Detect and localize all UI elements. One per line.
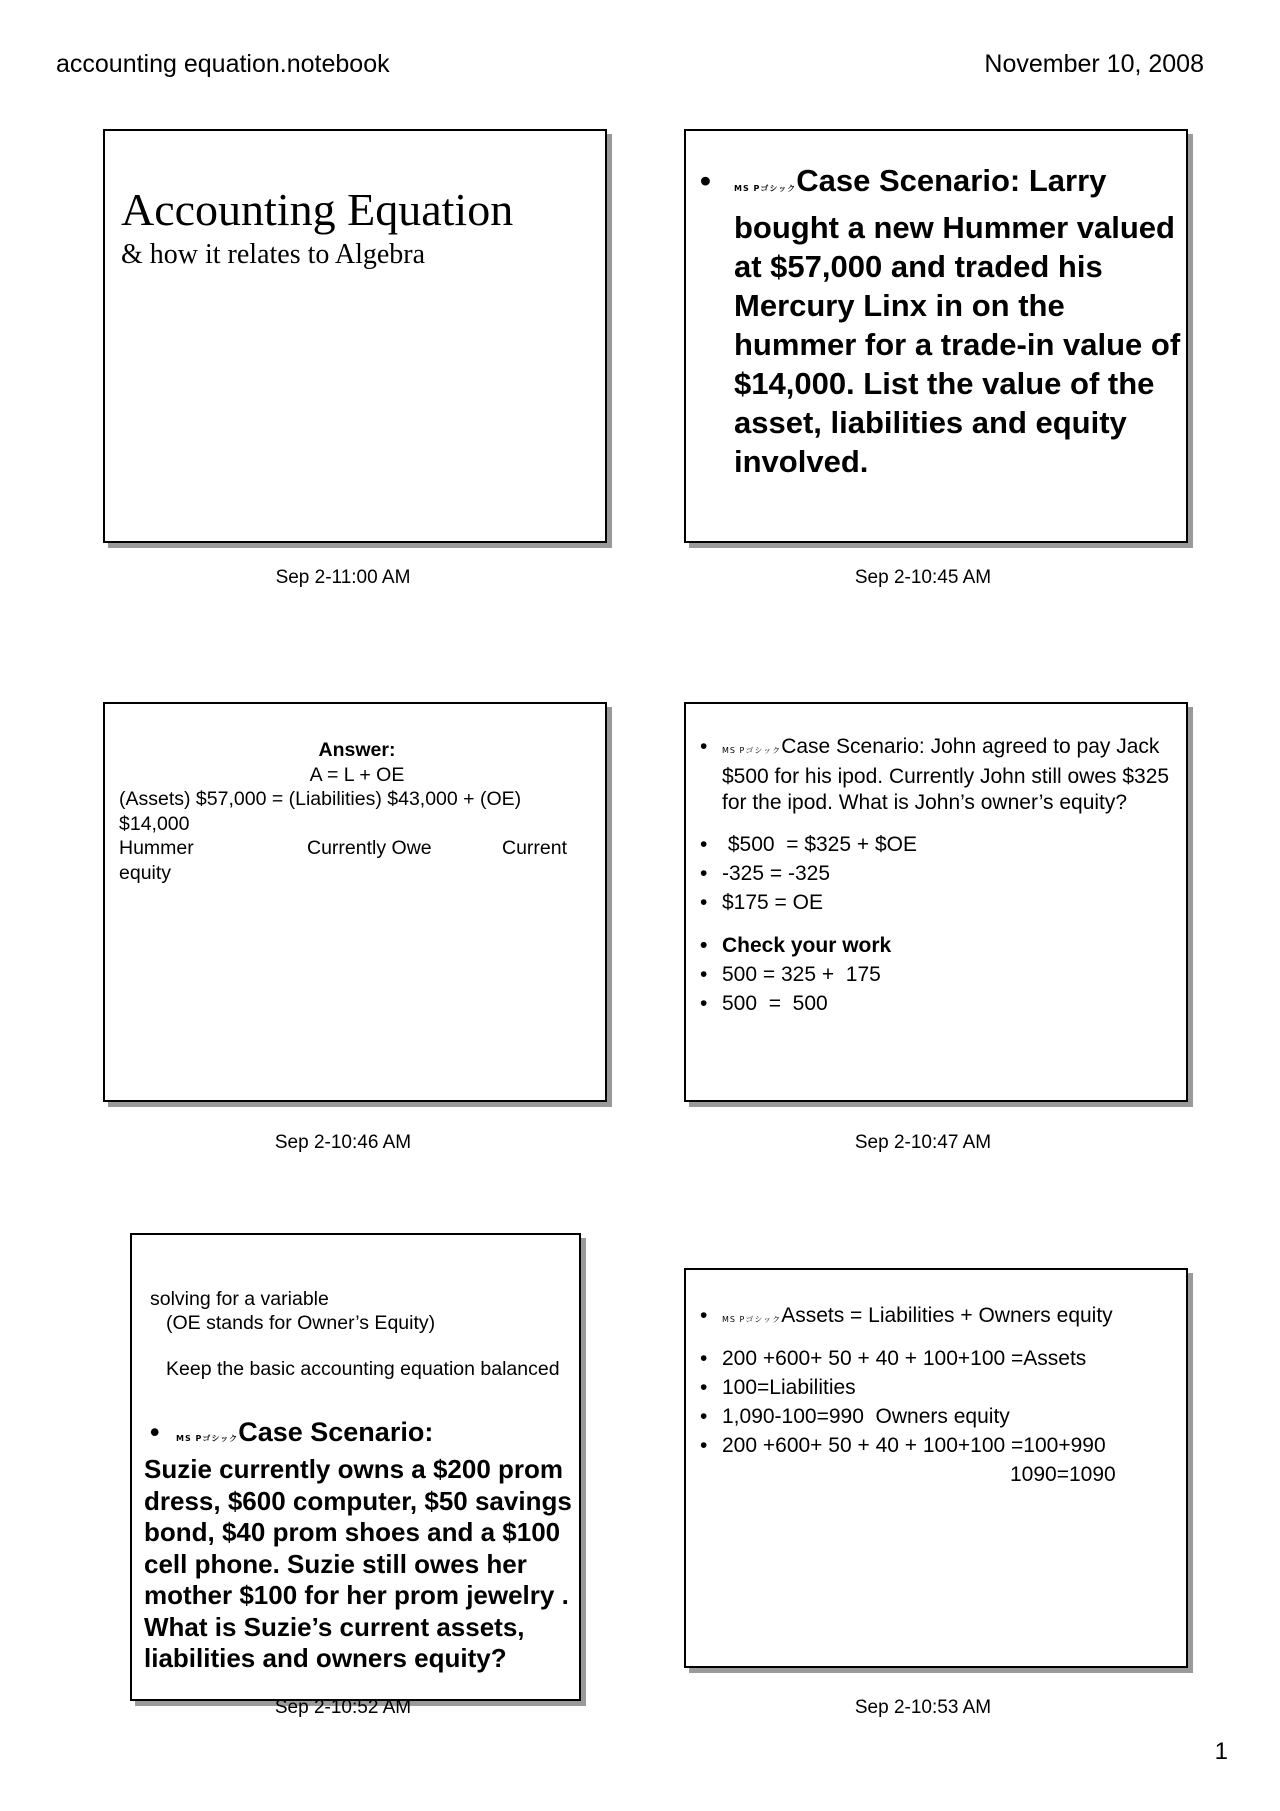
item-text: 200 +600+ 50 + 40 + 100+100 =Assets (722, 1347, 1087, 1370)
label-equity: equity (119, 861, 172, 884)
label-hummer: Hummer (119, 837, 194, 859)
slide-answer (103, 702, 607, 1102)
list-item (700, 830, 1184, 859)
answer-line: (Assets) $57,000 = (Liabilities) $43,000 + (OE) (119, 788, 522, 810)
check-text: 500 = 325 + 175 (722, 963, 881, 986)
font-tag: MS Pゴシック (722, 1315, 782, 1324)
case-title: Case Scenario: (238, 1417, 434, 1447)
bullet-icon: • (700, 891, 708, 914)
font-tag: MS Pゴシック (722, 746, 782, 755)
slide-line: solving for a variable (150, 1288, 329, 1310)
slide-line: (OE stands for Owner’s Equity) (166, 1312, 436, 1334)
list-item (700, 1344, 1182, 1373)
slide-timestamp: Sep 2-10:53 AM (854, 1697, 992, 1718)
check-text: 500 = 500 (722, 992, 828, 1015)
item-text: 1090=1090 (1010, 1463, 1116, 1486)
case-story: Suzie currently owns a $200 prom dress, $600 computer, $50 savings bond, $40 prom shoes and a $100 cell phone. Suzie still owes her mother $100 for her prom jewelry . What is Suzie’s current assets, liabilities and owners equity? (144, 1454, 572, 1673)
bullet-icon: • (700, 163, 711, 198)
item-text: 200 +600+ 50 + 40 + 100+100 =100+990 (722, 1434, 1106, 1457)
list-item (700, 1304, 1182, 1328)
bullet-icon: • (700, 735, 708, 758)
slide-timestamp: Sep 2-10:47 AM (854, 1132, 992, 1153)
item-text: 1,090-100=990 Owners equity (722, 1405, 1010, 1428)
notebook-date: November 10, 2008 (984, 50, 1204, 78)
item-text: 100=Liabilities (722, 1376, 856, 1399)
bullet-icon: • (700, 862, 708, 885)
step-text: $175 = OE (722, 891, 823, 914)
answer-label: Answer: (318, 739, 396, 761)
font-tag: MS Pゴシック (734, 184, 797, 193)
bullet-icon: • (700, 1347, 708, 1370)
answer-amount: $14,000 (119, 812, 190, 835)
equation: A = L + OE (309, 763, 405, 786)
bullet-icon: • (700, 992, 708, 1015)
case-intro (700, 734, 1184, 816)
list-item (700, 1373, 1182, 1402)
slide-larry-case (684, 129, 1188, 543)
slide-timestamp: Sep 2-10:45 AM (854, 567, 992, 588)
bullet-icon: • (700, 1376, 708, 1399)
bullet-icon: • (150, 1417, 160, 1447)
list-item (700, 960, 1184, 989)
answer-labels (119, 836, 595, 861)
bullet-icon: • (700, 934, 708, 957)
bullet-icon: • (700, 1405, 708, 1428)
bullet-icon: • (700, 963, 708, 986)
slide-timestamp: Sep 2-11:00 AM (275, 567, 411, 588)
bullet-icon: • (700, 833, 708, 856)
label-current: Current (502, 837, 568, 859)
step-text: -325 = -325 (722, 862, 830, 885)
slide-timestamp: Sep 2-10:52 AM (274, 1697, 412, 1718)
case-text: Case Scenario: Larry bought a new Hummer valued at $57,000 and traded his Mercury Linx in on the hummer for a trade-in value of $14,000. List the value of the asset, liabilities and equity involved. (734, 163, 1181, 479)
bullet-icon: • (700, 1304, 708, 1327)
case-bullet (700, 161, 1182, 481)
check-title: Check your work (722, 934, 892, 957)
step-text: $500 = $325 + $OE (722, 833, 917, 856)
notebook-filename: accounting equation.notebook (56, 50, 390, 78)
slide-suzie-answer (684, 1268, 1188, 1668)
slide-subtitle: & how it relates to Algebra (121, 239, 426, 270)
label-currently-owe: Currently Owe (307, 837, 432, 859)
slide-title: Accounting Equation (121, 184, 514, 235)
list-item (700, 989, 1184, 1018)
list-item (700, 1431, 1182, 1460)
list-item (700, 859, 1184, 888)
page-number: 1 (1214, 1738, 1228, 1765)
bullet-icon: • (700, 1434, 708, 1457)
case-text: Case Scenario: John agreed to pay Jack $500 for his ipod. Currently John still owes $325 for the ipod. What is John’s owner’s equity? (722, 735, 1170, 814)
slide-timestamp: Sep 2-10:46 AM (274, 1132, 412, 1153)
head-text: Assets = Liabilities + Owners equity (781, 1304, 1113, 1327)
list-item (700, 888, 1184, 917)
slide-accounting-equation-title (103, 129, 607, 543)
slide-suzie-case (130, 1233, 581, 1701)
slide-john-case (684, 702, 1188, 1102)
list-item (700, 931, 1184, 960)
case-bullet (150, 1417, 579, 1448)
slide-line: Keep the basic accounting equation balanced (166, 1358, 560, 1380)
list-item (700, 1402, 1182, 1431)
font-tag: MS Pゴシック (176, 1434, 239, 1443)
